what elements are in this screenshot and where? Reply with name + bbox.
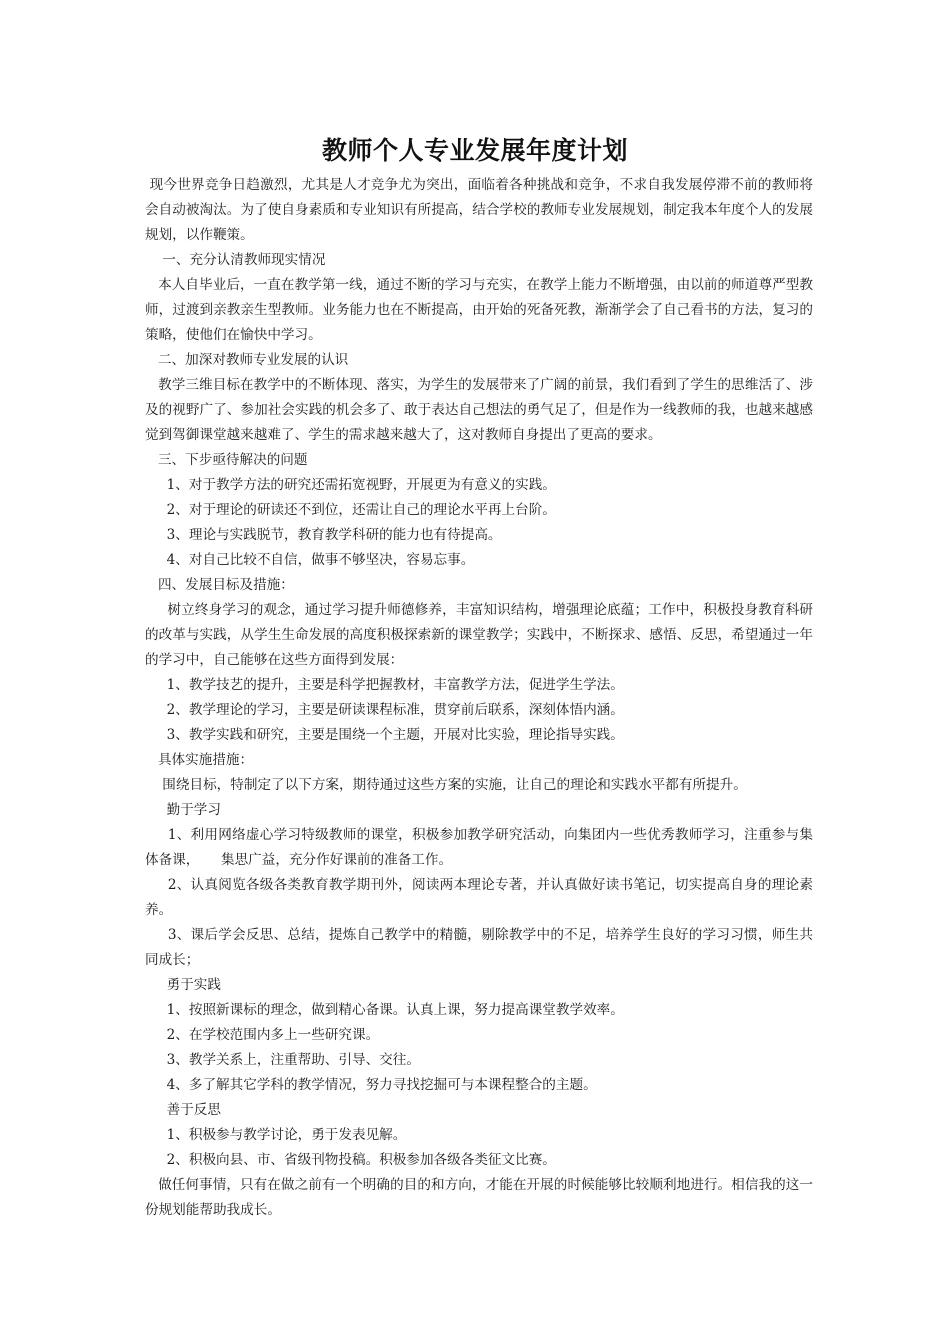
subheading: 勇于实践 <box>145 977 221 993</box>
list-item: 1、积极参与教学讨论，勇于发表见解。 <box>145 1127 407 1143</box>
list-item: 3、教学关系上，注重帮助、引导、交往。 <box>145 1052 420 1068</box>
list-item: 3、理论与实践脱节，教育教学科研的能力也有待提高。 <box>145 527 502 543</box>
paragraph: 树立终身学习的观念，通过学习提升师德修养，丰富知识结构，增强理论底蕴；工作中，积极投身教育科研的改革与实践，从学生生命发展的高度积极探索新的课堂教学；实践中，不断探求、感悟、反思，希望通过一年的学习中，自己能够在这些方面得到发展： <box>145 602 813 668</box>
list-item: 2、积极向县、市、省级刊物投稿。积极参加各级各类征文比赛。 <box>145 1152 556 1168</box>
list-item: 4、对自己比较不自信，做事不够坚决，容易忘事。 <box>145 552 475 568</box>
paragraph: 教学三维目标在教学中的不断体现、落实，为学生的发展带来了广阔的前景，我们看到了学生的思维活了、涉及的视野广了、参加社会实践的机会多了、敢于表达自己想法的勇气足了，但是作为一线教师的我，也越来越感觉到驾御课堂越来越难了、学生的需求越来越大了，这对教师自身提出了更高的要求。 <box>145 377 814 443</box>
list-item: 3、课后学会反思、总结，提炼自己教学中的精髓，剔除教学中的不足，培养学生良好的学习习惯，师生共同成长； <box>145 927 813 968</box>
paragraph: 围绕目标，特制定了以下方案，期待通过这些方案的实施，让自己的理论和实践水平都有所提升。 <box>145 777 747 793</box>
list-item: 2、认真阅览各级各类教育教学期刊外，阅读两本理论专著，并认真做好读书笔记，切实提高自身的理论素养。 <box>145 877 813 918</box>
list-item: 4、多了解其它学科的教学情况，努力寻找挖掘可与本课程整合的主题。 <box>145 1077 597 1093</box>
list-item: 2、在学校范围内多上一些研究课。 <box>145 1027 380 1043</box>
section-heading-3: 三、下步亟待解决的问题 <box>145 452 308 468</box>
paragraph: 本人自毕业后，一直在教学第一线，通过不断的学习与充实，在教学上能力不断增强，由以前的师道尊严型教师，过渡到亲教亲生型教师。业务能力也在不断提高，由开始的死备死教，渐渐学会了自己看书的方法，复习的策略，使他们在愉快中学习。 <box>145 277 814 343</box>
list-item: 2、教学理论的学习，主要是研读课程标准，贯穿前后联系，深刻体悟内涵。 <box>145 702 624 718</box>
list-item: 1、按照新课标的理念，做到精心备课。认真上课，努力提高课堂教学效率。 <box>145 1002 624 1018</box>
subheading: 勤于学习 <box>145 802 221 818</box>
subheading: 善于反思 <box>145 1102 221 1118</box>
list-item: 1、利用网络虚心学习特级教师的课堂，积极参加教学研究活动，向集团内一些优秀教师学习，注重参与集体备课， 集思广益，充分作好课前的准备工作。 <box>145 827 813 868</box>
list-item: 1、教学技艺的提升，主要是科学把握教材，丰富教学方法，促进学生学法。 <box>145 677 624 693</box>
section-heading-4: 四、发展目标及措施： <box>145 577 294 593</box>
list-item: 2、对于理论的研读还不到位，还需让自己的理论水平再上台阶。 <box>145 502 556 518</box>
list-item: 1、对于教学方法的研究还需拓宽视野，开展更为有意义的实践。 <box>145 477 556 493</box>
document-body <box>145 173 813 1223</box>
intro-paragraph: 现今世界竞争日趋激烈，尤其是人才竞争尤为突出，面临着各种挑战和竞争，不求自我发展停滞不前的教师将会自动被淘汰。为了使自身素质和专业知识有所提高，结合学校的教师专业发展规划，制定我本年度个人的发展规划，以作鞭策。 <box>145 177 813 243</box>
subheading: 具体实施措施： <box>145 752 254 768</box>
list-item: 3、教学实践和研究，主要是围绕一个主题，开展对比实验，理论指导实践。 <box>145 727 624 743</box>
section-heading-1: 一、充分认清教师现实情况 <box>145 252 326 268</box>
section-heading-2: 二、加深对教师专业发展的认识 <box>145 352 349 368</box>
document-title: 教师个人专业发展年度计划 <box>321 136 628 165</box>
closing-paragraph: 做任何事情，只有在做之前有一个明确的目的和方向，才能在开展的时候能够比较顺利地进行。相信我的这一份规划能帮助我成长。 <box>145 1177 814 1218</box>
